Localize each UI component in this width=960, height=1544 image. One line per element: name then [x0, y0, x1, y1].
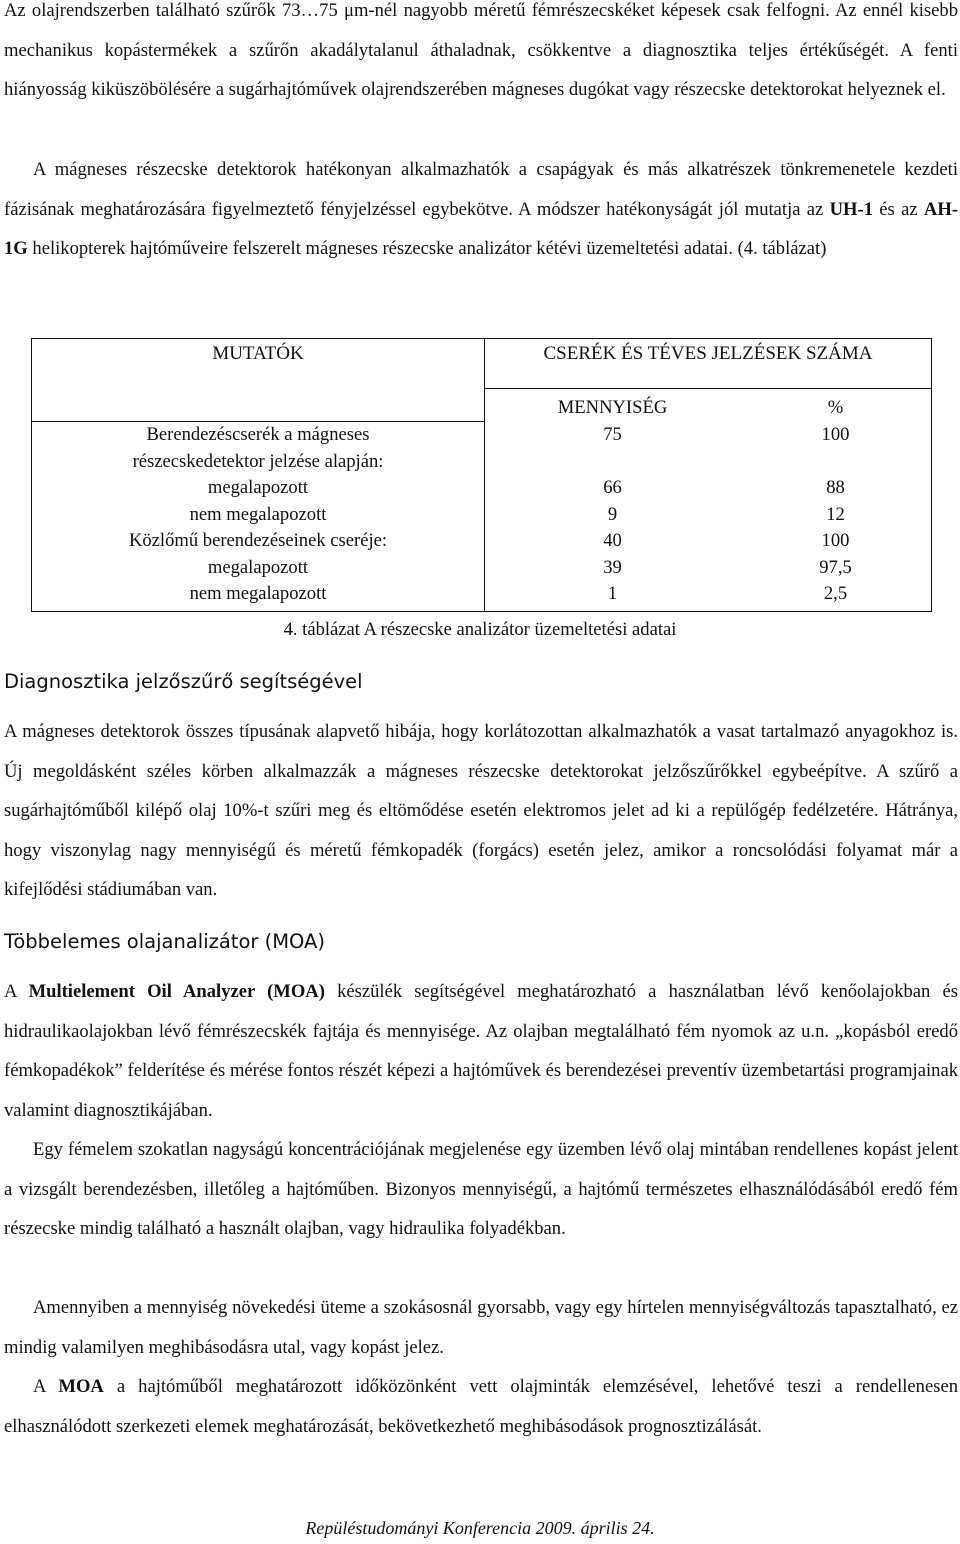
table-cell-label: Közlőmű berendezéseinek cseréje: — [32, 528, 485, 555]
table-cell-pct: 100 — [821, 530, 850, 551]
table-cell-qty: 66 — [603, 477, 622, 498]
paragraph-rate: Amennyiben a mennyiség növekedési üteme a szokásosnál gyorsabb, vagy egy hírtelen mennyiségváltozás tapasztalható, ez mindig valamilyen meghibásodásra utal, vagy kopást jelez. — [4, 1297, 958, 1358]
table-row — [32, 528, 932, 555]
table-cell-qty: 1 — [607, 583, 618, 604]
table-cell-qty: 40 — [603, 530, 622, 551]
paragraph-filter-diagnostics: A mágneses detektorok összes típusának alapvető hibája, hogy korlátozottan alkalmazhatók a vasat tartalmazó anyagokhoz is. Új megoldásként széles körben alkalmazzák a mágneses részecske detektorokat jelzőszűrőkkel egybeépítve. A szűrő a sugárhajtóműből kilépő olaj 10%-t szűri meg és eltömődése esetén elektromos jelet ad ki a repülőgép fedélzetére. Hátránya, hogy viszonylag nagy mennyiségű és méretű fémkopadék (forgács) esetén jelez, amikor a roncsolódási folyamat már a kifejlődési stádiumában van. — [4, 721, 958, 900]
helicopter-uh1: UH-1 — [829, 198, 873, 220]
table-row — [32, 449, 932, 476]
table-caption: 4. táblázat A részecske analizátor üzemeltetési adatai — [283, 619, 677, 640]
table-cell-qty: 75 — [603, 423, 622, 445]
paragraph-text: A — [33, 1376, 59, 1397]
table-cell-qty: 39 — [603, 556, 622, 578]
paragraph-filters: Az olajrendszerben található szűrők 73…75 μm-nél nagyobb méretű fémrészecskéket képesek csak felfogni. Az ennél kisebb mechanikus kopástermékek a szűrőn akadálytalanul áthaladnak, csökkentve a diagnosztika teljes értékűségét. A fenti hiányosság kiküszöbölésére a sugárhajtóművek olajrendszerében mágneses dugókat vagy részecske detektorokat helyeznek el. — [4, 0, 958, 100]
table-row — [32, 555, 932, 582]
paragraph-text: készülék segítségével meghatározható a használatban lévő kenőolajokban és hidraulikaolajokban lévő fémrészecskék fajtája és mennyisége. Az olajban megtalálható fém nyomok az u.n. „kopásból eredő fémkopadékok” felderítése és mérése fontos részét képezi a hajtóművek és berendezései preventív üzembetartási programjainak valamint diagnosztikájában. — [4, 981, 958, 1121]
table-cell-pct: 100 — [821, 423, 850, 445]
table-cell-pct: 12 — [826, 503, 845, 525]
table-row — [32, 502, 932, 529]
paragraph-text: és az — [873, 198, 924, 220]
table-cell-label: részecskedetektor jelzése alapján: — [32, 449, 485, 476]
table-cell-label: megalapozott — [32, 555, 485, 582]
table-header-row — [32, 339, 932, 389]
table-cell-pct: 97,5 — [819, 556, 852, 578]
data-table — [31, 338, 932, 612]
table-cell-pct — [740, 449, 932, 476]
table-cell-label: nem megalapozott — [32, 581, 485, 611]
table-cell-label: megalapozott — [32, 475, 485, 502]
paragraph-text: helikopterek hajtóműveire felszerelt mágneses részecske analizátor kétévi üzemeltetési adatai. (4. táblázat) — [27, 238, 827, 259]
moa-abbreviation: MOA — [58, 1376, 104, 1397]
section-heading-moa: Többelemes olajanalizátor (MOA) — [4, 930, 325, 953]
paragraph-text: A mágneses részecske detektorok hatékonyan alkalmazhatók a csapágyak és más alkatrészek tönkremenetele kezdeti fázisának meghatározására figyelmeztető fényjelzéssel egybekötve. A módszer hatékonyságát jól mutatja az — [4, 159, 958, 220]
table-subheader-qty: MENNYISÉG — [557, 397, 668, 418]
paragraph-text: a hajtóműből meghatározott időközönként vett olajminták elemzésével, lehetővé teszi a rendellenesen elhasználódott szerkezeti elemek meghatározását, bekövetkezhető meghibásodások prognosztizálását. — [4, 1376, 958, 1437]
table-row — [32, 581, 932, 611]
table-header-indicators: MUTATÓK — [32, 339, 485, 422]
paragraph-moa-intro — [4, 972, 958, 1130]
paragraph-moa-prognosis — [4, 1367, 958, 1446]
table-cell-qty: 9 — [607, 503, 618, 525]
table-row — [32, 422, 932, 449]
paragraph-text: A — [4, 981, 29, 1002]
moa-name: Multielement Oil Analyzer (MOA) — [28, 981, 325, 1002]
helicopter-ah1g: AH-1G — [4, 198, 958, 259]
paragraph-concentration: Egy fémelem szokatlan nagyságú koncentrációjának megjelenése egy üzemben lévő olaj mintában rendellenes kopást jelent a vizsgált berendezésben, illetőleg a hajtóműben. Bizonyos mennyiségű, a hajtómű természetes elhasználódásából eredő fém részecske mindig található a használt olajban, vagy hidraulika folyadékban. — [4, 1139, 958, 1239]
table-cell-pct: 2,5 — [823, 583, 848, 604]
table-subheader-pct: % — [827, 397, 844, 418]
section-heading-filter: Diagnosztika jelzőszűrő segítségével — [4, 670, 363, 693]
paragraph-magnetic-detectors — [4, 150, 958, 269]
page-footer: Repüléstudományi Konferencia 2009. április 24. — [305, 1518, 655, 1538]
table-cell-qty — [485, 449, 741, 476]
table-cell-pct: 88 — [826, 477, 845, 498]
table-header-counts: CSERÉK ÉS TÉVES JELZÉSEK SZÁMA — [485, 339, 932, 389]
table-row — [32, 475, 932, 502]
table-cell-label: nem megalapozott — [32, 502, 485, 529]
table-cell-label: Berendezéscserék a mágneses — [32, 422, 485, 449]
